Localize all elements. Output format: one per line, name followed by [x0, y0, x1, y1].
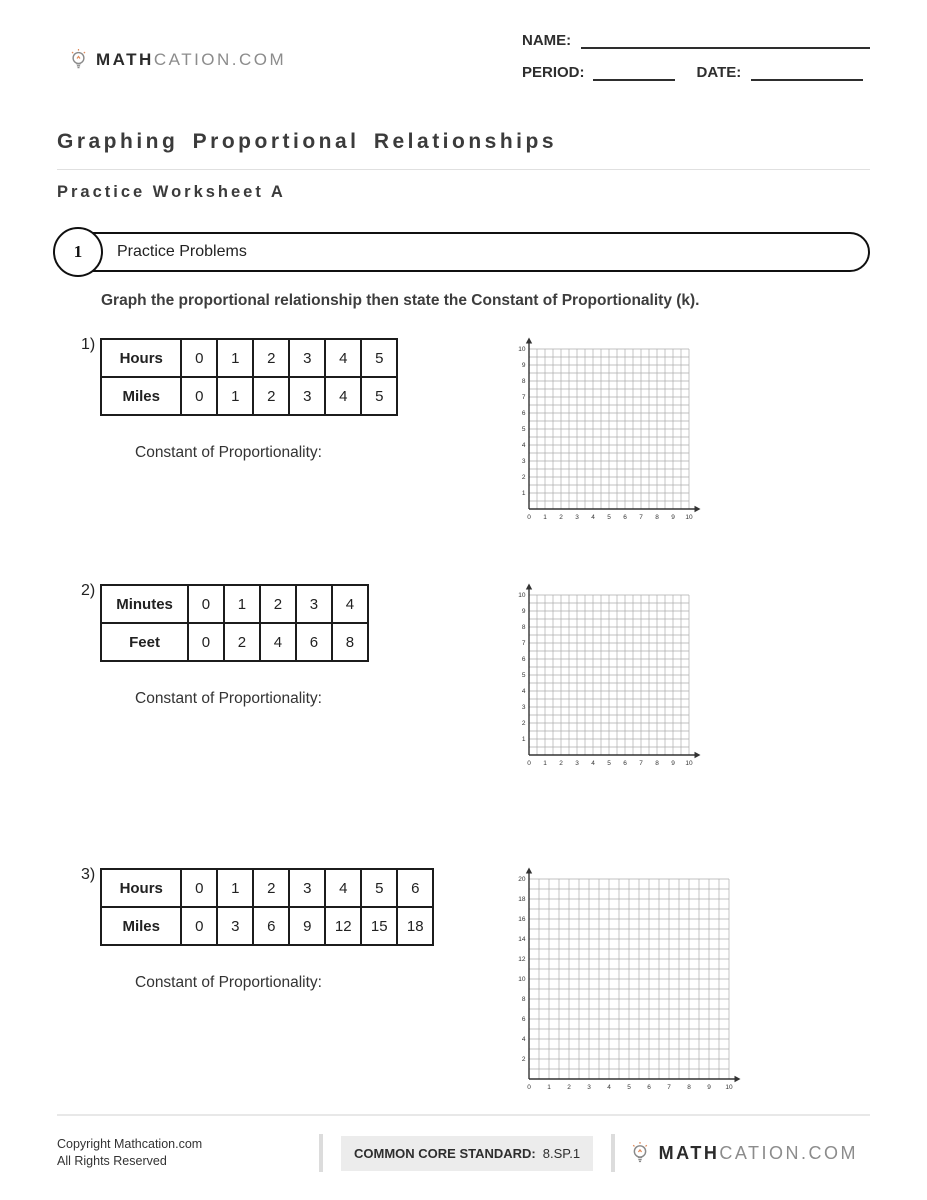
cell-value: 12	[325, 907, 361, 945]
problems-list	[57, 338, 870, 1098]
page-title: Graphing Proportional Relationships	[57, 130, 558, 153]
svg-text:7: 7	[521, 640, 526, 648]
svg-text:8: 8	[521, 624, 526, 632]
svg-text:20: 20	[518, 876, 526, 884]
svg-text:4: 4	[521, 1036, 526, 1044]
coordinate-grid-3	[513, 866, 743, 1093]
table-row	[101, 623, 368, 661]
problem-left-column	[57, 868, 509, 992]
section-number-badge: 1	[53, 227, 103, 277]
svg-text:7: 7	[667, 1084, 671, 1091]
row-label: Miles	[101, 377, 181, 415]
cell-value: 4	[325, 869, 361, 907]
svg-text:5: 5	[521, 672, 526, 680]
cell-value: 2	[253, 869, 289, 907]
svg-text:0: 0	[527, 514, 531, 521]
cell-value: 4	[325, 339, 361, 377]
svg-text:16: 16	[518, 916, 526, 924]
svg-text:4: 4	[591, 514, 595, 521]
cell-value: 0	[188, 585, 224, 623]
svg-text:7: 7	[639, 760, 643, 767]
svg-text:5: 5	[627, 1084, 631, 1091]
cell-value: 3	[296, 585, 332, 623]
svg-text:3: 3	[521, 704, 526, 712]
svg-text:3: 3	[575, 514, 579, 521]
lightbulb-icon	[69, 48, 88, 71]
svg-text:1: 1	[547, 1084, 551, 1091]
cell-value: 0	[181, 869, 217, 907]
cell-value: 0	[181, 339, 217, 377]
row-label: Minutes	[101, 585, 188, 623]
coordinate-grid-1	[513, 336, 703, 523]
svg-text:4: 4	[521, 442, 526, 450]
cell-value: 1	[217, 339, 253, 377]
header	[57, 26, 870, 96]
logo-text	[96, 50, 286, 70]
svg-text:2: 2	[559, 760, 563, 767]
problem-head	[57, 338, 509, 416]
svg-text:5: 5	[607, 514, 611, 521]
svg-text:1: 1	[543, 760, 547, 767]
period-label: PERIOD:	[522, 64, 585, 81]
svg-text:9: 9	[671, 514, 675, 521]
svg-text:3: 3	[575, 760, 579, 767]
svg-text:6: 6	[521, 1016, 526, 1024]
svg-text:4: 4	[591, 760, 595, 767]
standard-label: COMMON CORE STANDARD:	[354, 1145, 536, 1161]
problem-1	[57, 338, 870, 528]
svg-text:14: 14	[518, 936, 526, 944]
constant-of-proportionality-label: Constant of Proportionality:	[135, 974, 322, 991]
copyright-text	[57, 1136, 319, 1171]
cell-value: 3	[289, 339, 325, 377]
svg-text:3: 3	[587, 1084, 591, 1091]
cell-value: 2	[253, 339, 289, 377]
cell-value: 4	[332, 585, 368, 623]
problem-2	[57, 584, 870, 774]
svg-text:1: 1	[521, 490, 526, 498]
instruction-text: Graph the proportional relationship then state the Constant of Proportionality (k).	[101, 292, 700, 309]
cell-value: 15	[361, 907, 397, 945]
row-label: Feet	[101, 623, 188, 661]
values-table	[100, 868, 434, 946]
section-banner	[57, 232, 870, 272]
cell-value: 3	[217, 907, 253, 945]
constant-of-proportionality-label: Constant of Proportionality:	[135, 690, 322, 707]
cell-value: 3	[289, 377, 325, 415]
row-label: Miles	[101, 907, 181, 945]
title-divider	[57, 169, 870, 170]
svg-text:10: 10	[518, 592, 526, 600]
cell-value: 2	[224, 623, 260, 661]
cell-value: 6	[397, 869, 433, 907]
graph-container	[513, 582, 703, 774]
cell-value: 5	[361, 869, 397, 907]
svg-text:6: 6	[521, 410, 526, 418]
svg-text:0: 0	[527, 1084, 531, 1091]
svg-text:7: 7	[639, 514, 643, 521]
lightbulb-icon	[630, 1141, 650, 1165]
svg-text:6: 6	[647, 1084, 651, 1091]
cell-value: 4	[325, 377, 361, 415]
cell-value: 0	[188, 623, 224, 661]
problem-number: 3)	[81, 866, 96, 883]
svg-text:8: 8	[521, 996, 526, 1004]
cell-value: 18	[397, 907, 433, 945]
period-blank-line	[593, 65, 675, 81]
footer	[57, 1114, 870, 1200]
cell-value: 3	[289, 869, 325, 907]
svg-text:9: 9	[521, 608, 526, 616]
svg-text:10: 10	[725, 1084, 733, 1091]
student-fields	[522, 32, 870, 96]
cell-value: 6	[253, 907, 289, 945]
svg-text:6: 6	[521, 656, 526, 664]
name-row	[522, 32, 870, 49]
logo-math: MATH	[96, 49, 154, 69]
svg-text:9: 9	[671, 760, 675, 767]
copyright-line-1: Copyright Mathcation.com	[57, 1136, 203, 1151]
table-row	[101, 907, 433, 945]
svg-text:8: 8	[655, 760, 659, 767]
svg-text:2: 2	[521, 1056, 526, 1064]
cell-value: 0	[181, 907, 217, 945]
problem-head	[57, 868, 509, 946]
cell-value: 1	[217, 869, 253, 907]
svg-text:4: 4	[607, 1084, 611, 1091]
svg-text:5: 5	[607, 760, 611, 767]
svg-text:9: 9	[521, 362, 526, 370]
svg-text:10: 10	[518, 346, 526, 354]
svg-text:6: 6	[623, 760, 627, 767]
cell-value: 6	[296, 623, 332, 661]
footer-divider-left	[319, 1134, 323, 1172]
cell-value: 0	[181, 377, 217, 415]
values-table	[100, 338, 398, 416]
page-subtitle: Practice Worksheet A	[57, 183, 286, 201]
cell-value: 2	[253, 377, 289, 415]
cell-value: 5	[361, 377, 397, 415]
svg-text:2: 2	[521, 720, 526, 728]
standard-box	[341, 1136, 593, 1171]
period-date-row	[522, 64, 870, 81]
section-label: Practice Problems	[117, 243, 247, 260]
svg-text:8: 8	[655, 514, 659, 521]
table-row	[101, 377, 397, 415]
copyright-line-2: All Rights Reserved	[57, 1154, 167, 1168]
graph-container	[513, 336, 703, 528]
svg-text:8: 8	[521, 378, 526, 386]
svg-text:10: 10	[685, 760, 693, 767]
svg-text:18: 18	[518, 896, 526, 904]
cell-value: 8	[332, 623, 368, 661]
svg-text:2: 2	[559, 514, 563, 521]
svg-text:2: 2	[521, 474, 526, 482]
constant-of-proportionality-label: Constant of Proportionality:	[135, 444, 322, 461]
name-blank-line	[581, 33, 870, 49]
table-row	[101, 339, 397, 377]
date-label: DATE:	[696, 64, 742, 81]
svg-text:5: 5	[521, 426, 526, 434]
problem-head	[57, 584, 509, 662]
mathcation-logo	[69, 48, 286, 71]
footer-logo-text	[659, 1143, 858, 1164]
values-table	[100, 584, 369, 662]
cell-value: 1	[217, 377, 253, 415]
footer-logo	[630, 1141, 858, 1165]
cell-value: 5	[361, 339, 397, 377]
row-label: Hours	[101, 339, 181, 377]
footer-logo-cation: CATION.COM	[719, 1142, 858, 1163]
problem-left-column	[57, 584, 509, 708]
cell-value: 4	[260, 623, 296, 661]
name-label: NAME:	[522, 32, 572, 49]
svg-text:6: 6	[623, 514, 627, 521]
row-label: Hours	[101, 869, 181, 907]
table-row	[101, 585, 368, 623]
svg-text:9: 9	[707, 1084, 711, 1091]
problem-number: 2)	[81, 582, 96, 599]
svg-text:3: 3	[521, 458, 526, 466]
graph-container	[513, 866, 743, 1098]
svg-text:1: 1	[543, 514, 547, 521]
footer-divider-right	[611, 1134, 615, 1172]
svg-text:10: 10	[518, 976, 526, 984]
cell-value: 2	[260, 585, 296, 623]
svg-text:0: 0	[527, 760, 531, 767]
svg-text:12: 12	[518, 956, 526, 964]
problem-left-column	[57, 338, 509, 462]
logo-cation: CATION.COM	[153, 49, 287, 69]
svg-text:8: 8	[687, 1084, 691, 1091]
coordinate-grid-2	[513, 582, 703, 769]
date-blank-line	[751, 65, 863, 81]
svg-text:10: 10	[685, 514, 693, 521]
svg-text:7: 7	[521, 394, 526, 402]
svg-text:4: 4	[521, 688, 526, 696]
table-row	[101, 869, 433, 907]
cell-value: 9	[289, 907, 325, 945]
footer-logo-math: MATH	[658, 1142, 720, 1163]
svg-text:1: 1	[521, 736, 526, 744]
problem-3	[57, 868, 870, 1098]
cell-value: 1	[224, 585, 260, 623]
problem-number: 1)	[81, 336, 96, 353]
standard-value: 8.SP.1	[542, 1145, 581, 1161]
svg-text:2: 2	[567, 1084, 571, 1091]
